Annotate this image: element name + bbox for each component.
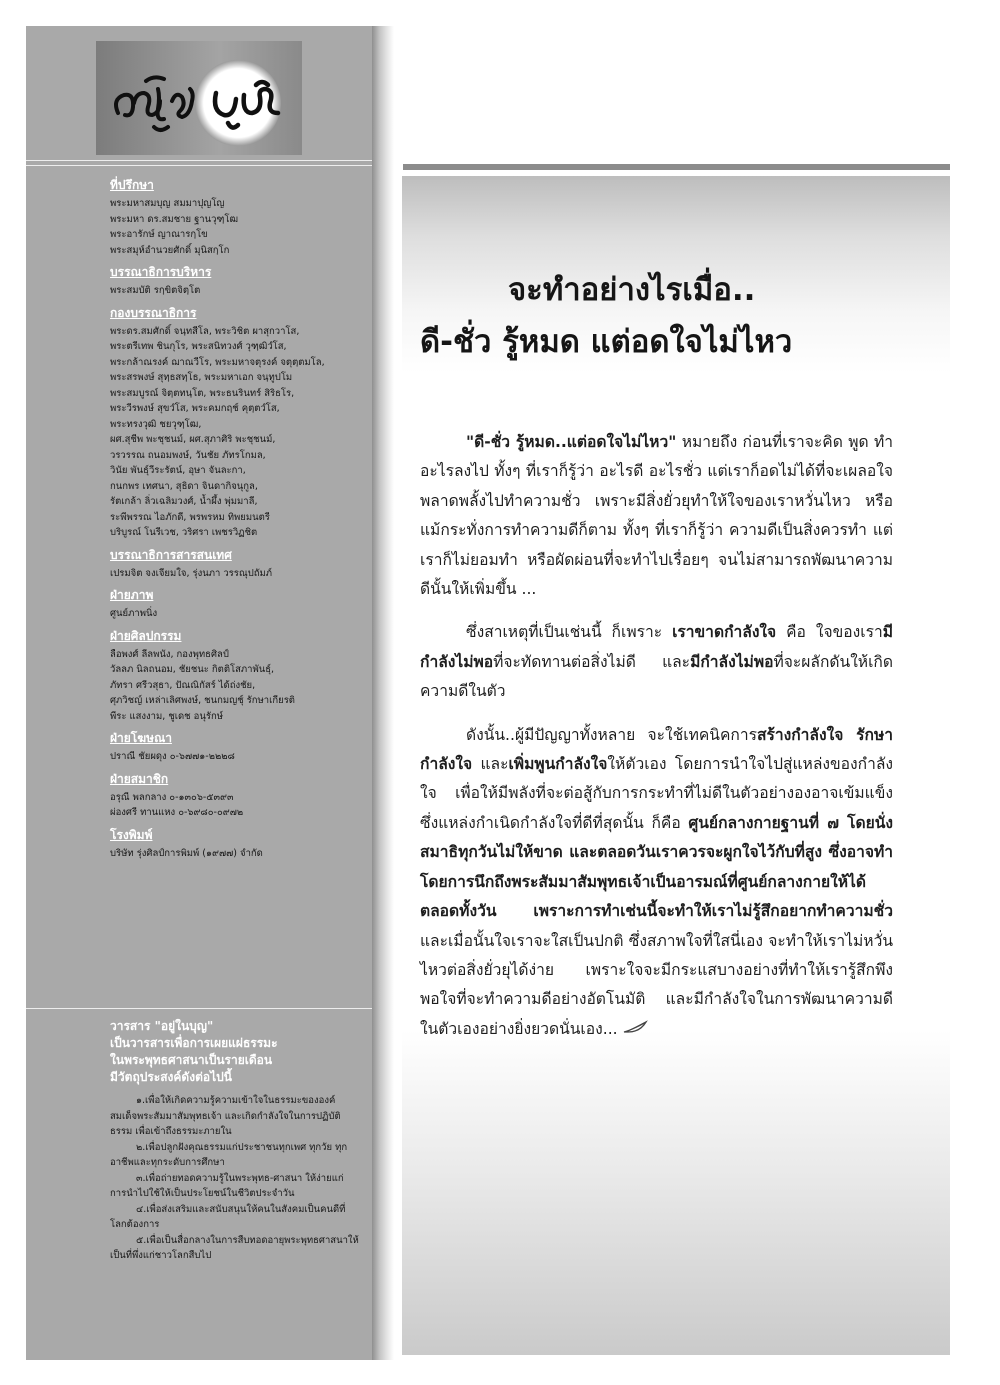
staff-name: ผศ.สุชีพ พะชุชนม์, ผศ.สุภาศิริ พะชุชนม์, <box>110 434 276 445</box>
text-run: ซึ่งสาเหตุที่เป็นเช่นนี้ ก็เพราะ <box>466 623 673 642</box>
section-heading: ฝ่ายศิลปกรรม <box>110 628 182 643</box>
text-run: ที่จะทัดทานต่อสิ่งไม่ดี และ <box>493 652 691 671</box>
mission-item: ๒.เพื่อปลูกฝังคุณธรรมแก่ประชาชนทุกเพศ ทุกวัย ทุกอาชีพและทุกระดับการศึกษา <box>110 1141 348 1168</box>
section-heading: ฝ่ายสมาชิก <box>110 771 169 786</box>
staff-list <box>110 176 362 866</box>
staff-section-photo <box>110 586 362 622</box>
mission-title-line: ในพระพุทธศาสนาเป็นรายเดือน <box>110 1053 273 1067</box>
leaf-icon <box>622 1015 648 1044</box>
mission-statement <box>110 1018 362 1264</box>
staff-name: บริบูรณ์ โนรีเวช, วริศรา เพชรวิฏชิต <box>110 527 258 538</box>
mission-title-line: วารสาร "อยู่ในบุญ" <box>110 1019 214 1033</box>
staff-name: พระสรพงษ์ สุทฺธสทฺโธ, พระมหาเอก จนฺทูปโม <box>110 372 293 383</box>
text-run: หมายถึง ก่อนที่เราจะคิด พูด ทำอะไรลงไป ทั้งๆ ที่เราก็รู้ว่า อะไรดี อะไรชั่ว แต่เราก็อดไม่ได้ที่จะเผลอใจพลาดพลั้งไปทำความชั่ว เพราะมีสิ่งยั่วยุทำให้ใจของเราหวั่นไหว หรือแม้กระทั่งการทำความดีก็ตาม ทั้งๆ ที่เราก็รู้ว่า ความดีเป็นสิ่งควรทำ แต่เราก็ไม่ยอมทำ หรือผัดผ่อนที่จะทำไปเรื่อยๆ จนไม่สามารถพัฒนาความดีนั้นให้เพิ่มขึ้น ... <box>420 433 893 599</box>
paragraph-text <box>420 433 893 598</box>
paragraph-text <box>420 726 893 1038</box>
text-run: ที่จะผลักดันให้เกิดความดีในตัว <box>420 652 893 701</box>
staff-name: พระดร.สมศักดิ์ จนฺทสีโล, พระวิชิต ผาสุกวาโส, <box>110 325 300 337</box>
sidebar-shadow <box>372 26 394 1360</box>
section-heading: ที่ปรึกษา <box>110 178 154 192</box>
staff-name: วินัย พันธุ์วีระรัตน์, อุษา จันละกา, <box>110 465 246 476</box>
paragraph <box>420 721 893 1045</box>
sidebar-masthead <box>26 26 372 1360</box>
staff-name: วัลลภ นิลถนอม, ชัยชนะ กิตติโสภาพันธุ์, <box>110 664 275 675</box>
section-heading: โรงพิมพ์ <box>110 827 153 842</box>
bold-text: "ดี-ชั่ว รู้หมด..แต่อดใจไม่ไหว" <box>466 433 677 451</box>
divider <box>26 160 372 161</box>
staff-name: เปรมจิต จงเจียมใจ, รุ่งนภา วรรณุปถัมภ์ <box>110 567 273 579</box>
staff-name: ปราณี ชัยผดุง ๐-๖๗๗๑-๒๒๒๘ <box>110 751 235 762</box>
staff-name: กนกพร เทศนา, สุธิดา จินดากิจนุกูล, <box>110 480 258 492</box>
staff-name: พระมหาสมบุญ สมมาปุญโญ <box>110 198 225 209</box>
bold-text: สร้างกำลังใจ รักษากำลังใจ <box>420 725 893 774</box>
paragraph-text <box>420 623 893 700</box>
staff-name: บริษัท รุ่งศิลป์การพิมพ์ (๑๙๗๗) จำกัด <box>110 847 263 859</box>
staff-section-executive-editor <box>110 263 362 299</box>
staff-name: พีระ แสงงาม, ชูเดช อนุรักษ์ <box>110 710 223 722</box>
text-run: และเมื่อนั้นใจเราจะใสเป็นปกติ ซึ่งสภาพใจที่ใสนี่เอง จะทำให้เราไม่หวั่นไหวต่อสิ่งยั่วยุได้ง่าย เพราะใจจะมีกระแสบางอย่างที่ทำให้เรารู้สึกพึงพอใจที่จะทำความดีอย่างอัตโนมัติ และมีกำลังใจในการพัฒนาความดีในตัวเองอย่างยิ่งยวดนั่นเอง... <box>420 931 893 1038</box>
mission-title-line: เป็นวารสารเพื่อการเผยแผ่ธรรมะ <box>110 1036 278 1050</box>
staff-name: ผ่องศรี ทานแหง ๐-๖๙๘๐-๐๙๗๒ <box>110 807 244 818</box>
section-heading: ฝ่ายโฆษณา <box>110 731 172 745</box>
text-run: ให้ตัวเอง โดยการนำใจไปสู่แหล่งของกำลังใจ เพื่อให้มีพลังที่จะต่อสู้กับการกระทำที่ไม่ดีในตัวอย่างองอาจเข้มแข็ง ซึ่งแหล่งกำเนิดกำลังใจที่ดีที่สุดนั้น ก็คือ <box>420 755 893 832</box>
section-heading: บรรณาธิการสารสนเทศ <box>110 547 232 562</box>
staff-name: อรุณี พลกลาง ๐-๑๓๐๖-๕๓๙๓ <box>110 791 234 803</box>
staff-name: ลือพงศ์ ลีลพนัง, กองพุทธศิลป์ <box>110 648 229 660</box>
staff-name: วรวรรณ ถนอมพงษ์, วันชัย ภัทรโกมล, <box>110 449 266 461</box>
divider <box>26 165 372 166</box>
paragraph <box>420 618 893 706</box>
mission-item: ๓.เพื่อถ่ายทอดความรู้ในพระพุทธ-ศาสนา ให้ง่ายแก่การนำไปใช้ให้เป็นประโยชน์ในชีวิตประจำวัน <box>110 1172 344 1199</box>
staff-name: พระทรงวุฒิ ชยวุฑฺโฒ, <box>110 418 202 430</box>
section-heading: กองบรรณาธิการ <box>110 305 197 320</box>
staff-name: พระสมุห์อำนวยศักดิ์ มุนิสกฺโก <box>110 244 230 256</box>
staff-name: พระสมบัติ รกฺขิตจิตฺโต <box>110 285 201 296</box>
staff-name: ศูนย์ภาพนิ่ง <box>110 608 158 619</box>
staff-name: พระอารักษ์ ญาณารกฺโข <box>110 229 208 240</box>
staff-section-editorial-board <box>110 304 362 541</box>
article-title <box>402 268 950 364</box>
staff-name: พระมหา ดร.สมชาย ฐานวุฑฺโฒ <box>110 213 239 225</box>
section-heading: บรรณาธิการบริหาร <box>110 265 212 279</box>
text-run: และ <box>472 755 509 774</box>
staff-name: ระพีพรรณ ไอภักดี, พรพรหม ทิพยมนตรี <box>110 511 270 523</box>
staff-name: พระวีรพงษ์ สุขวํโส, พระคมกฤช์ คุตฺตวํโส, <box>110 403 280 414</box>
staff-name: พระกล้าณรงค์ ฌาณวีโร, พระมหาจตุรงค์ จตุตฺตมโล, <box>110 356 325 368</box>
bold-text: มีกำลังไม่พอ <box>420 623 893 671</box>
staff-section-printer <box>110 826 362 862</box>
text-run: ดังนั้น..ผู้มีปัญญาทั้งหลาย จะใช้เทคนิคการ <box>466 725 757 744</box>
logo <box>96 41 302 155</box>
bold-text: มีกำลังไม่พอ <box>690 652 774 671</box>
mission-item: ๑.เพื่อให้เกิดความรู้ความเข้าใจในธรรมะขององค์สมเด็จพระสัมมาสัมพุทธเจ้า และเกิดกำลังใจในการปฏิบัติธรรม เพื่อเข้าถึงธรรมะภายใน <box>110 1095 341 1137</box>
staff-name: ภัทรา ศรีวสุธา, ปัณณิกัสร์ ได้ถ่งชัย, <box>110 679 256 691</box>
staff-name: ศุภวิชญ์ เหล่าเลิศพงษ์, ชนกมญชุ์ รักษาเกียรติ <box>110 695 295 706</box>
paragraph <box>420 428 893 604</box>
bold-text: เพิ่มพูนกำลังใจ <box>508 755 608 774</box>
staff-section-membership <box>110 770 362 821</box>
staff-section-advisors <box>110 176 362 258</box>
article-title-line: จะทำอย่างไรเมื่อ.. <box>508 272 756 308</box>
article-body <box>420 428 893 1058</box>
staff-section-advertising <box>110 729 362 765</box>
text-run: คือ ใจของเรา <box>776 623 883 642</box>
staff-name: พระสมบูรณ์ จิตฺตทนฺโต, พระธนรินทร์ สิริธโร, <box>110 387 295 399</box>
cloud-background-bottom <box>402 1030 950 1355</box>
mission-item: ๕.เพื่อเป็นสื่อกลางในการสืบทอดอายุพระพุทธศาสนาให้เป็นที่พึ่งแก่ชาวโลกสืบไป <box>110 1234 359 1261</box>
staff-name: พระตรีเทพ ชินกุโร, พระสนิทวงศ์ วุฑฺฒิวํโส, <box>110 341 287 352</box>
logo-artwork <box>96 41 302 155</box>
bold-text: เราขาดกำลังใจ <box>672 623 777 642</box>
section-heading: ฝ่ายภาพ <box>110 588 154 602</box>
mission-title <box>110 1018 362 1086</box>
bold-text: ศูนย์กลางกายฐานที่ ๗ โดยนั่งสมาธิทุกวันไม่ให้ขาด และตลอดวันเราควรจะผูกใจไว้กับที่สูง ซึ่งอาจทำโดยการนึกถึงพระสัมมาสัมพุทธเจ้าเป็นอารมณ์ที่ศูนย์กลางกายให้ได้ตลอดทั้งวัน เพราะการทำเช่นนี้จะทำให้เราไม่รู้สึกอยากทำความชั่ว <box>420 813 893 921</box>
divider <box>26 1008 372 1009</box>
staff-section-art <box>110 627 362 725</box>
staff-name: รัตเกล้า ลิ่วเฉลิมวงศ์, น้ำผึ้ง พุ่มมาลี, <box>110 496 258 507</box>
header-rule <box>403 164 950 170</box>
staff-section-info-editor <box>110 546 362 582</box>
mission-item: ๔.เพื่อส่งเสริมและสนับสนุนให้คนในสังคมเป็นคนดีที่โลกต้องการ <box>110 1203 346 1230</box>
article-title-line: ดี-ชั่ว รู้หมด แต่อดใจไม่ไหว <box>420 324 793 360</box>
mission-title-line: มีวัตถุประสงค์ดังต่อไปนี้ <box>110 1070 232 1084</box>
